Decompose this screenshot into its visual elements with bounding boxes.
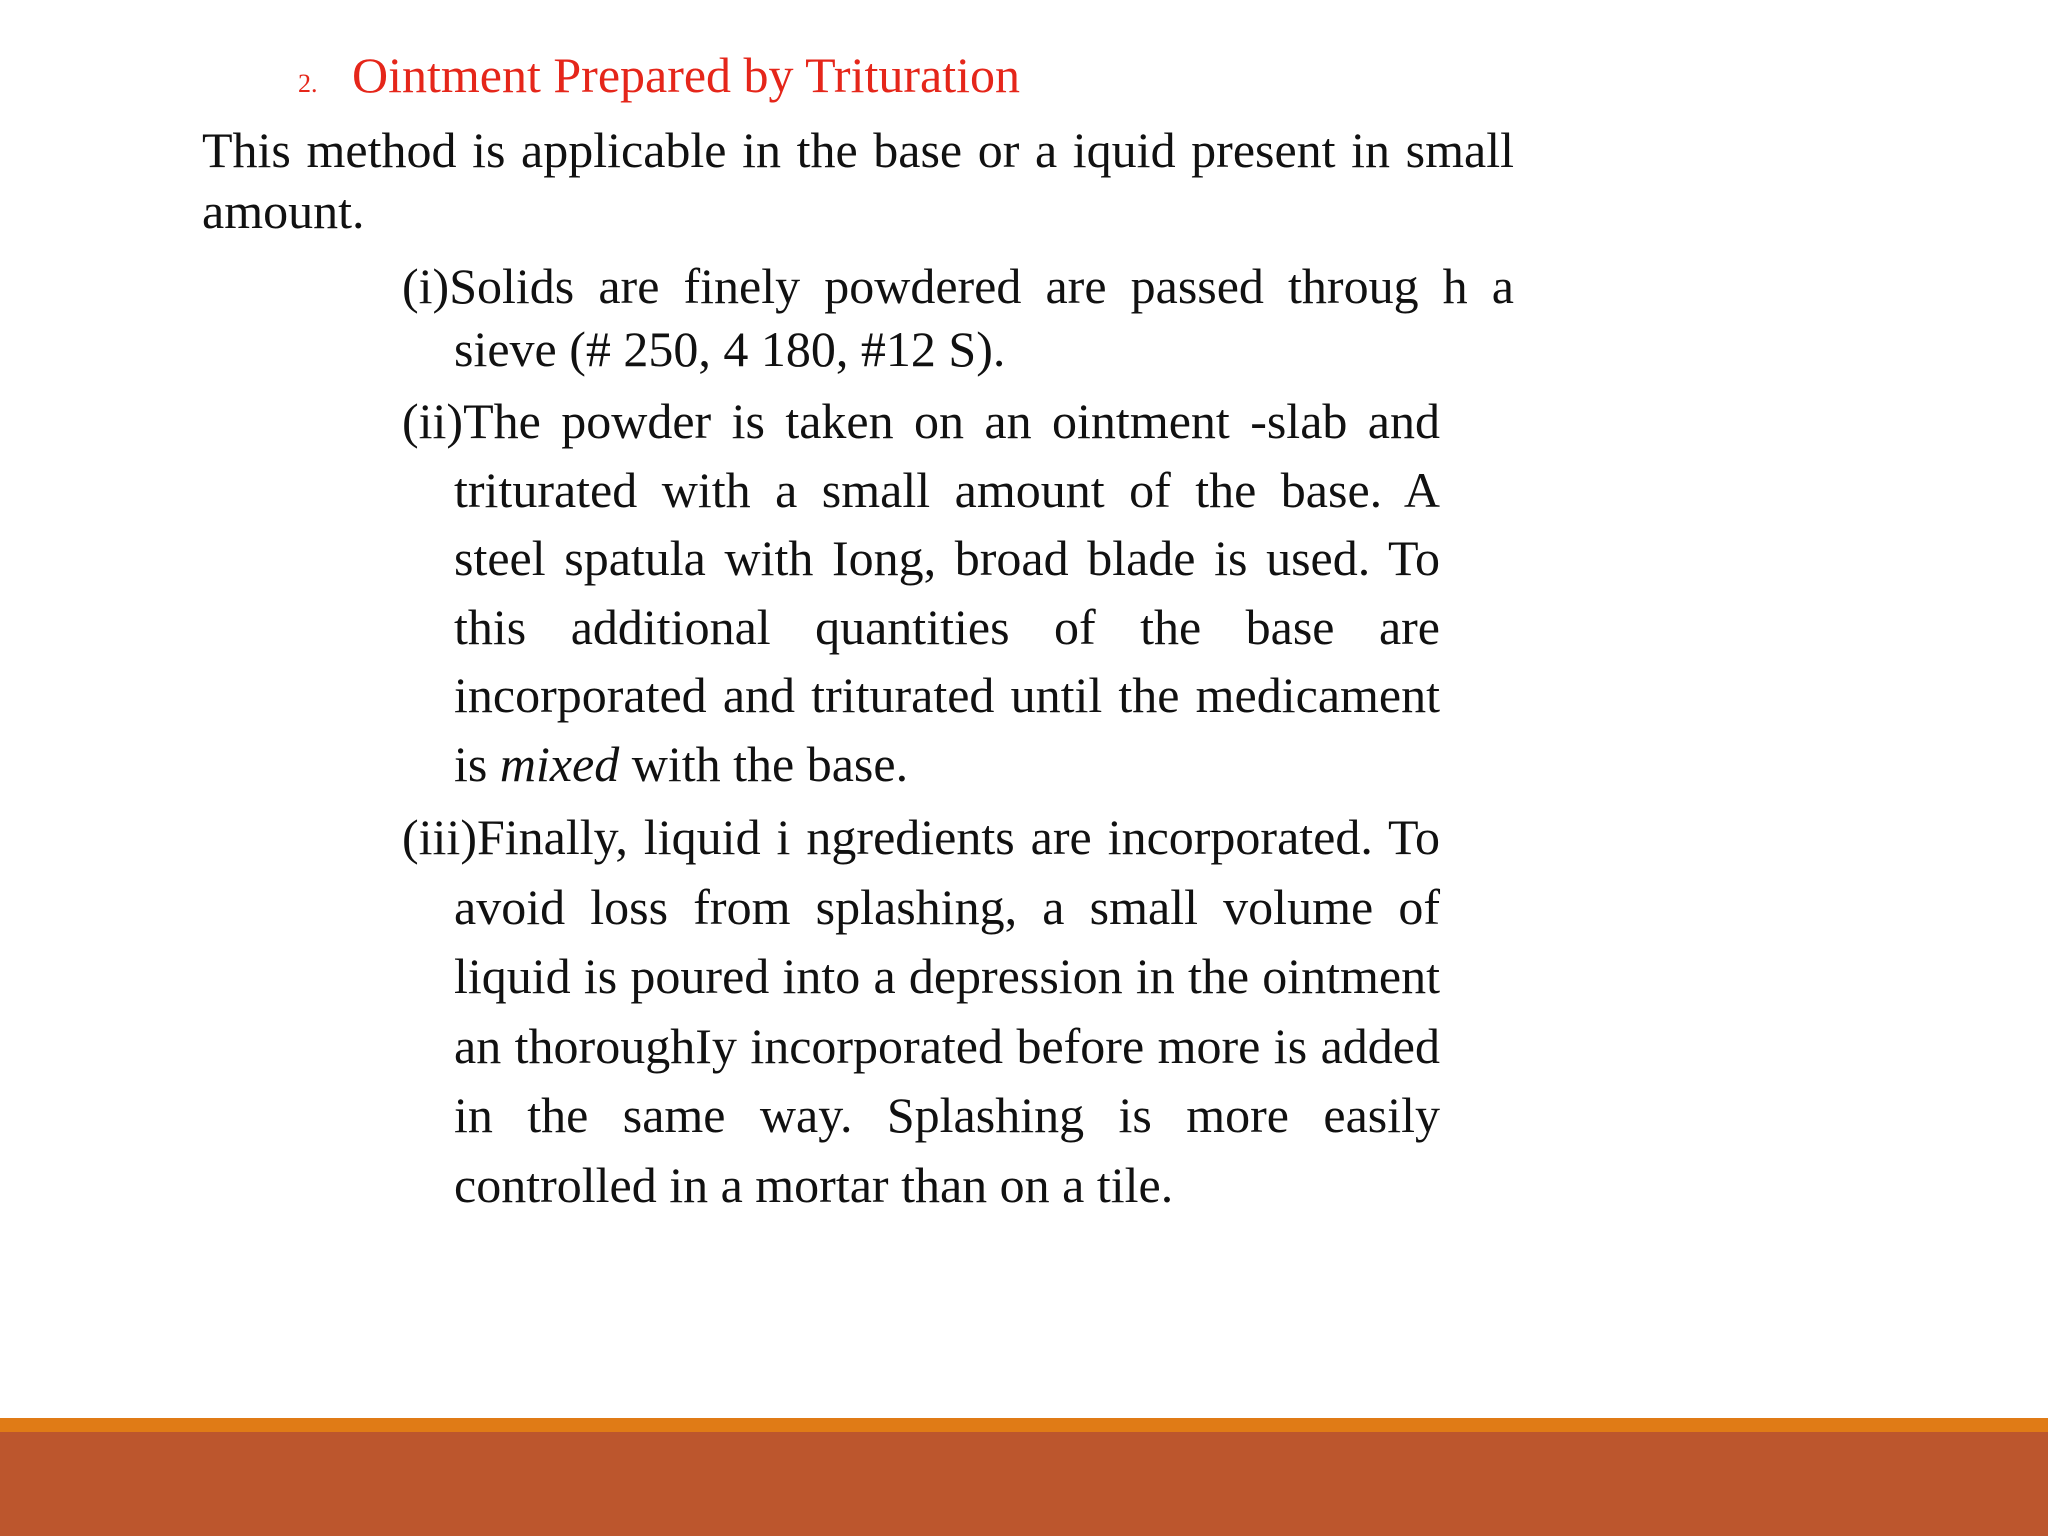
slide-heading [298,46,1020,104]
heading-number: 2. [298,69,318,98]
intro-paragraph: This method is applicable in the base or a iquid present in small amount. [202,122,1514,239]
step-3-number: (iii) [402,809,477,865]
step-2-text-end: with the base. [619,735,909,792]
step-2-emphasis: mixed [499,735,620,792]
step-2 [402,387,1440,798]
step-1 [402,255,1514,381]
heading-title: Ointment Prepared by Trituration [352,47,1020,103]
step-1-text: Solids are finely powdered are passed throug h a sieve (# 250, 4 180, #12 S). [449,258,1514,377]
step-2-number: (ii) [402,393,464,449]
step-2-text: The powder is taken on an ointment -slab and triturated with a small amount of the base. A steel spatula with Iong, broad blade is used. To this additional quantities of the base are incorporated and triturated until the medicament is [454,393,1440,792]
footer-bar [0,1432,2048,1536]
footer-accent-stripe [0,1418,2048,1432]
step-3 [402,803,1440,1220]
step-1-number: (i) [402,258,450,314]
step-3-text: Finally, liquid i ngredients are incorporated. To avoid loss from splashing, a small volume of liquid is poured into a depression in the ointment an thoroughIy incorporated before more is added in the same way. Splashing is more easily controlled in a mortar than on a tile. [454,809,1440,1213]
